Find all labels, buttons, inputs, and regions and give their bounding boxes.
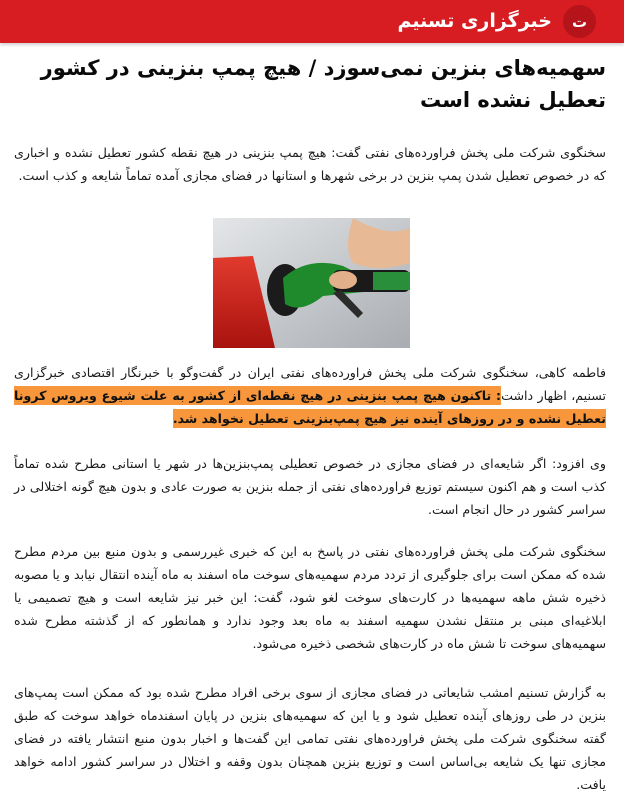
logo-glyph: ت [571,12,588,31]
highlighted-quote: : تاکنون هیچ پمپ بنزینی در هیچ نقطه‌ای از کشور به علت شیوع ویروس کرونا تعطیل نشده و در روزهای آینده نیز هیچ پمپ‌بنزینی تعطیل نخواهد شد. [14,388,606,426]
paragraph-quote [14,361,606,430]
article-title: سهمیه‌های بنزین نمی‌سوزد / هیچ پمپ بنزینی در کشور تعطیل نشده است [40,56,606,112]
paragraph-3: سخنگوی شرکت ملی پخش فراورده‌های نفتی در پاسخ به این که خبری غیررسمی و بدون منبع بین مردم مطرح شده که ممکن است برای جلوگیری از تردد مردم سهمیه‌های سوخت ماه اسفند به ماه آینده انتقال نیابد و یا مصوبه ذخیره شش ماهه سهمیه‌ها در کارت‌های سوخت لغو شود، گفت: این خبر نیز شایعه است و هیچ تصمیمی یا ابلاغیه‌ای مبنی بر منتقل نشدن سهمیه اسفند به ماه بعد وجود ندارد و همانطور که از گذشته مطرح شده سهمیه‌های سوخت تا شش ماه در کارت‌های شخصی ذخیره می‌شود. [14,544,606,651]
brand-name[interactable]: خبرگزاری تسنیم [397,10,552,32]
fuel-nozzle-image [213,218,410,348]
tasnim-logo-icon[interactable] [563,5,596,38]
site-header [0,0,624,43]
paragraph-4: به گزارش تسنیم امشب شایعاتی در فضای مجازی از سوی برخی افراد مطرح شده بود که ممکن است پمپ‌های بنزین در طی روزهای آینده تعطیل شود و یا این که سهمیه‌های بنزین در پایان اسفندماه خواهد سوخت که طبق گفته سخنگوی شرکت ملی پخش فراورده‌های نفتی تمامی این گفت‌ها و اخبار بدون منبع انتشار یافته در فضای مجازی تنها یک شایعه بی‌اساس است و توزیع بنزین همچنان بدون وقفه و اختلال در سراسر کشور ادامه خواهد یافت. [14,685,606,792]
paragraph-quote-intro: فاطمه کاهی، سخنگوی شرکت ملی پخش فراورده‌های نفتی ایران در گفت‌وگو با خبرنگار اقتصادی خبرگزاری تسنیم، اظهار داشت [14,365,606,403]
paragraph-2: وی افزود: اگر شایعه‌ای در فضای مجازی در خصوص تعطیلی پمپ‌بنزین‌ها در شهر یا استانی مطرح شده تماماً کذب است و هم اکنون سیستم توزیع فراورده‌های نفتی از جمله بنزین به صورت عادی و بدون هیچ گونه اختلالی در سراسر کشور در حال انجام است. [14,456,606,517]
article-photo [213,218,410,348]
article-lead: سخنگوی شرکت ملی پخش فراورده‌های نفتی گفت: هیچ پمپ بنزینی در هیچ نقطه کشور تعطیل نشده و اخباری که در خصوص تعطیل شدن پمپ بنزین در برخی شهرها و استانها در فضای مجازی آمده تماماً شایعه و کذب است. [14,145,606,183]
